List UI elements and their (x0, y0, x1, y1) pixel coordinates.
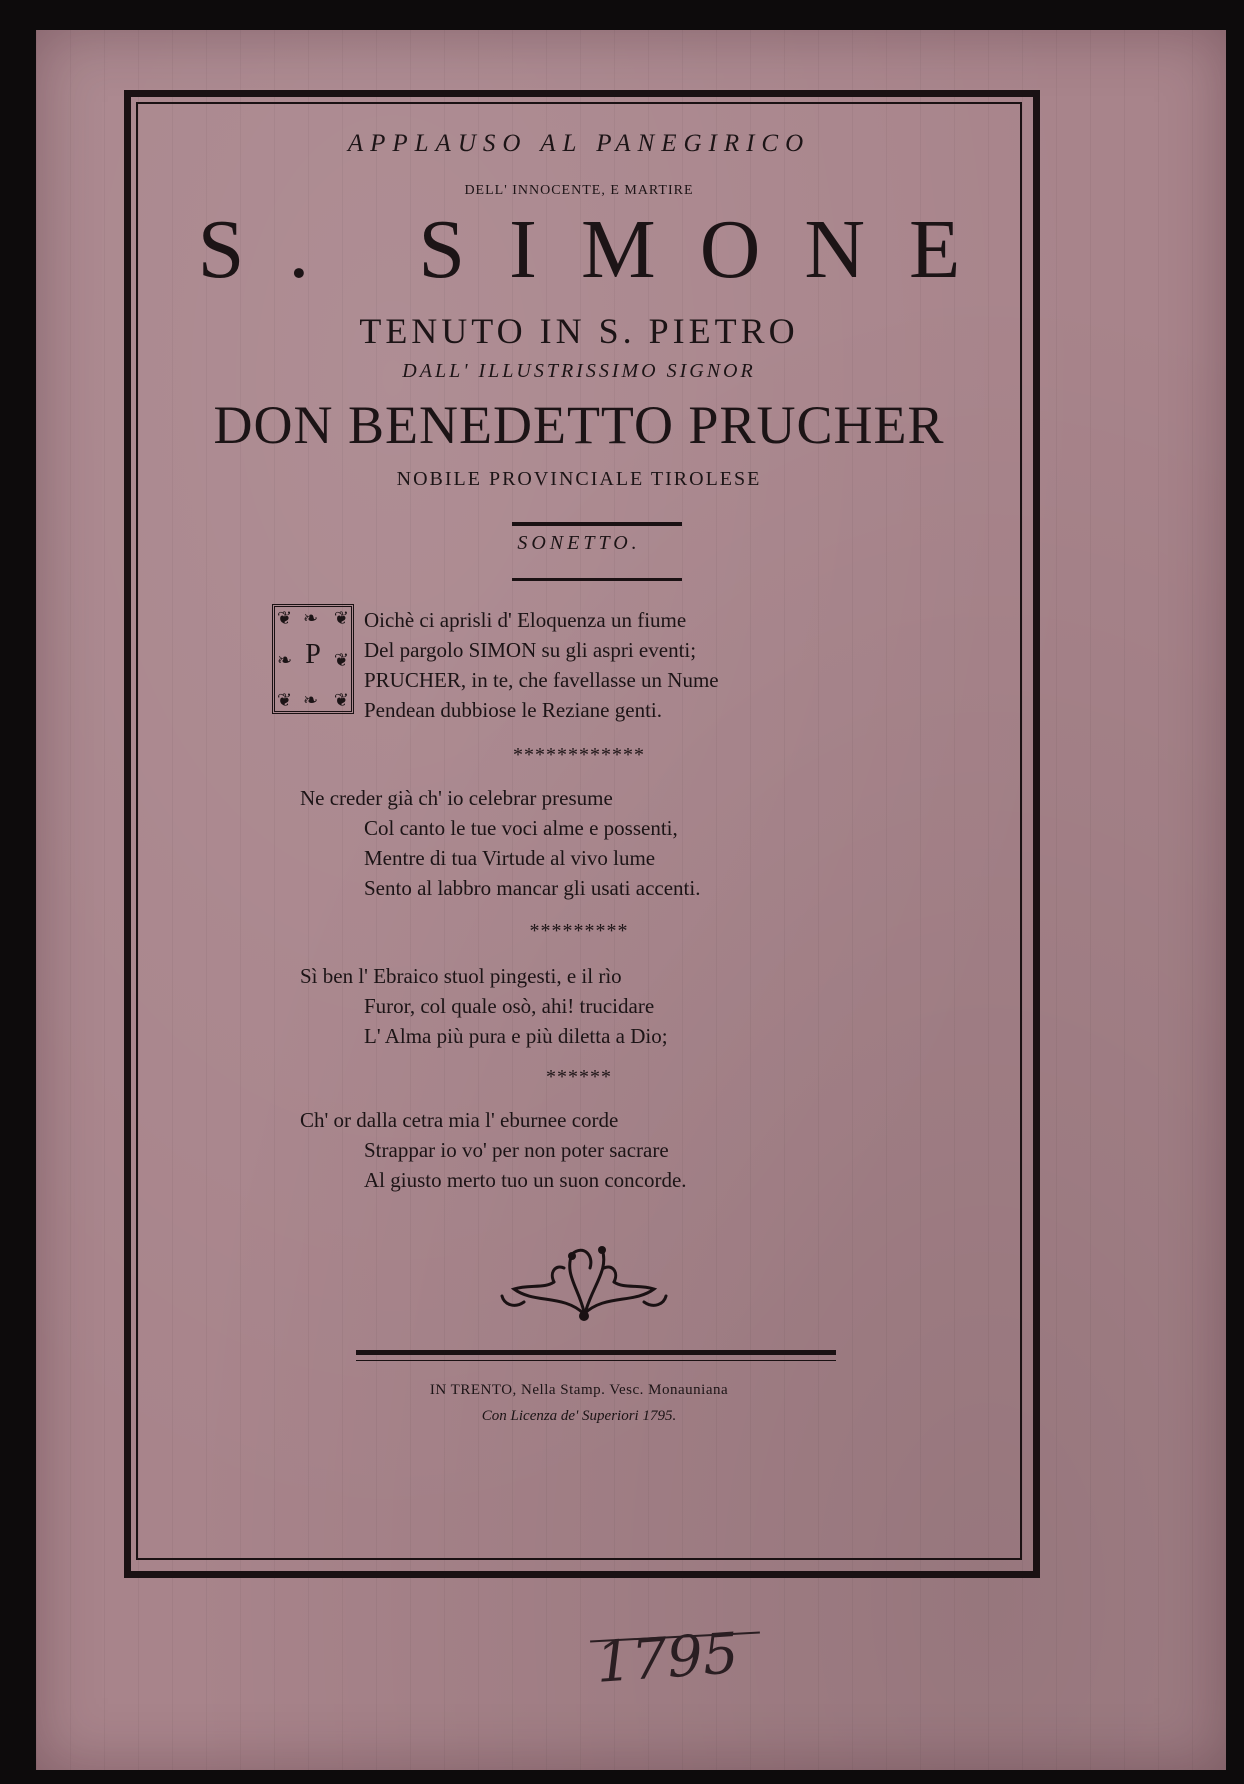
broadside-content (140, 108, 1018, 1548)
verse-line: Al giusto merto tuo un suon concorde. (364, 1168, 687, 1192)
imprint-printer: IN TRENTO, Nella Stamp. Vesc. Monauniana (429, 1382, 729, 1398)
initial-letter: P (305, 639, 321, 670)
verse-line: Strappar io vo' per non poter sacrare (364, 1138, 669, 1162)
sonetto-heading: SONETTO. (517, 532, 641, 554)
stanza-separator: ********* (529, 920, 629, 942)
verse-line: Sì ben l' Ebraico stuol pingesti, e il rìo (300, 964, 622, 988)
ornament-icon: ❧ (303, 608, 319, 628)
verse-line: L' Alma più pura e più diletta a Dio; (364, 1024, 668, 1048)
title-applauso: APPLAUSO AL PANEGIRICO (347, 130, 811, 157)
title-tenuto: TENUTO IN S. PIETRO (359, 311, 799, 351)
ornament-icon: ❧ (303, 690, 319, 710)
verse-line: Pendean dubbiose le Reziane genti. (364, 698, 662, 722)
author-title: NOBILE PROVINCIALE TIROLESE (396, 468, 762, 490)
ornamental-initial (272, 604, 354, 714)
ornament-icon: ❦ (277, 608, 293, 628)
title-dall-illustrissimo: DALL' ILLUSTRISSIMO SIGNOR (402, 360, 756, 382)
ornament-icon: ❦ (333, 650, 349, 670)
verse-line: Furor, col quale osò, ahi! trucidare (364, 994, 655, 1018)
rule-bottom (356, 1350, 836, 1355)
ornament-icon: ❦ (277, 690, 293, 710)
subtitle-innocente: DELL' INNOCENTE, E MARTIRE (464, 183, 694, 198)
verse-line: Ch' or dalla cetra mia l' eburnee corde (300, 1108, 619, 1132)
verse-line: Ne creder già ch' io celebrar presume (300, 786, 613, 810)
verse-line: Col canto le tue voci alme e possenti, (364, 816, 678, 840)
rule-top (512, 522, 682, 526)
floral-vignette-icon (494, 1234, 674, 1324)
verse-line: Mentre di tua Virtude al vivo lume (364, 846, 656, 870)
ornament-icon: ❦ (333, 608, 349, 628)
stanza-separator: ************ (513, 744, 645, 766)
ornament-icon: ❦ (333, 690, 349, 710)
author-name: DON BENEDETTO PRUCHER (213, 395, 945, 455)
verse-line: Del pargolo SIMON su gli aspri eventi; (364, 638, 697, 662)
ornament-icon: ❧ (277, 650, 293, 670)
rule-below-sonetto (512, 578, 682, 581)
stanza-separator: ****** (546, 1066, 612, 1088)
saint-name: S. SIMONE (197, 203, 1005, 296)
rule-bottom-thin (356, 1360, 836, 1361)
verse-line: PRUCHER, in te, che favellasse un Nume (364, 668, 719, 692)
imprint-license: Con Licenza de' Superiori 1795. (481, 1408, 677, 1424)
verse-line: Sento al labbro mancar gli usati accenti. (364, 876, 701, 900)
verse-line: Oichè ci aprisli d' Eloquenza un fiume (364, 608, 687, 632)
handwritten-date: 1795 (593, 1621, 741, 1696)
